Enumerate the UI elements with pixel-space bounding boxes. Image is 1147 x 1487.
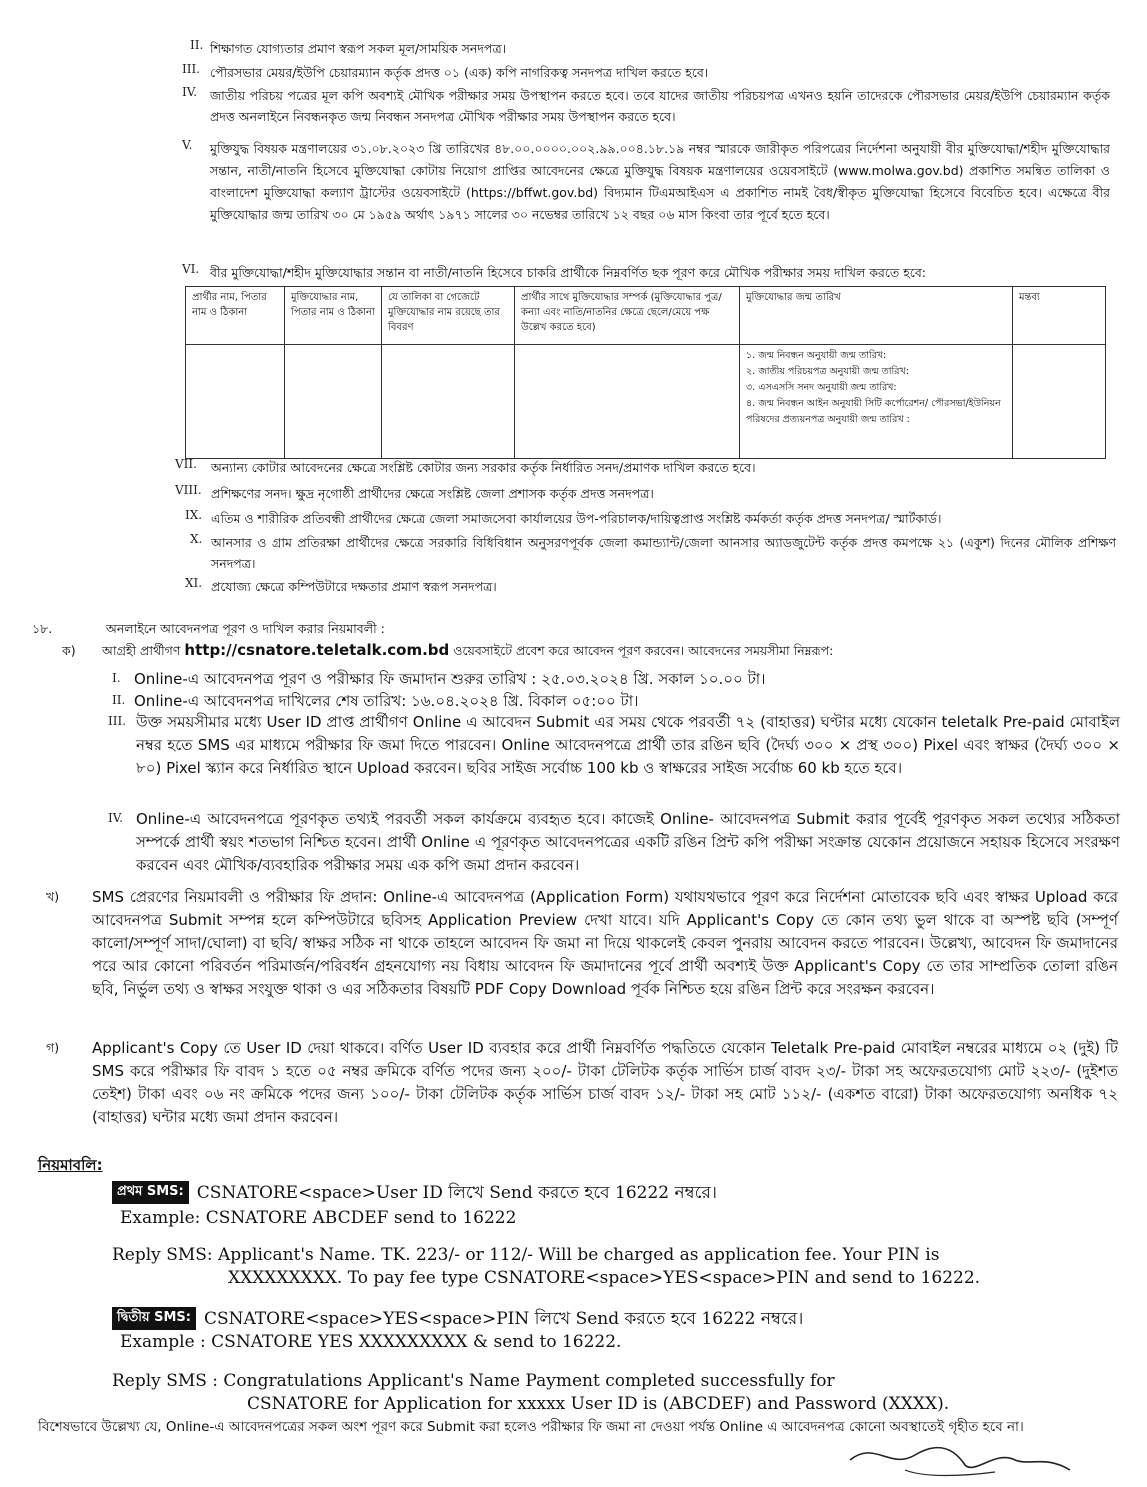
list-item: IX. এতিম ও শারীরিক প্রতিবন্ধী প্রার্থীদের ক্ষেত্রে জেলা সমাজসেবা কার্যালয়ের উপ-পরিচালক/দায়িত্বপ্রাপ্ত সংশ্লিষ্ট কর্মকর্তা কর্তৃক প্রদত্ত সনদপত্র/ স্মার্টকার্ড।	[185, 508, 942, 526]
table-header: মুক্তিযোদ্ধার নাম, পিতার নাম ও ঠিকানা	[285, 287, 382, 345]
table-header: প্রার্থীর সাথে মুক্তিযোদ্ধার সম্পর্ক (মুক্তিযোদ্ধার পুত্র/কন্যা এবং নাতি/নাতনির ক্ষেত্রে ছেলে/মেয়ে পক্ষ উল্লেখ করতে হবে)	[515, 287, 740, 345]
table-header: মন্তব্য	[1013, 287, 1106, 345]
reply-sms-2: Reply SMS : Congratulations Applicant's Name Payment completed successfully for	[112, 1371, 835, 1391]
dob-item: ৪. জন্ম নিবন্ধন আইন অনুযায়ী সিটি কর্পোরেশন/ পৌরসভা/ইউনিয়ন পরিষদের প্রত্যয়নপত্র অনুযায়ী জন্ম তারিখ :	[746, 398, 1001, 425]
list-item: II. শিক্ষাগত যোগ্যতার প্রমাণ স্বরূপ সকল মূল/সাময়িক সনদপত্র।	[190, 38, 507, 56]
table-header: প্রার্থীর নাম, পিতার নাম ও ঠিকানা	[186, 287, 285, 345]
second-sms-block: দ্বিতীয় SMS: CSNATORE<space>YES<space>PIN লিখে Send করতে হবে 16222 নম্বরে।	[112, 1307, 803, 1331]
reply-sms-2-line2: CSNATORE for Application for xxxxx User ID is (ABCDEF) and Password (XXXX).	[247, 1394, 950, 1414]
list-item: XI. প্রযোজ্য ক্ষেত্রে কম্পিউটারে দক্ষতার প্রমাণ স্বরূপ সনদপত্র।	[185, 576, 497, 594]
list-item: IV. জাতীয় পরিচয় পত্রের মূল কপি অবশ্যই মৌখিক পরীক্ষার সময় উপস্থাপন করতে হবে। তবে যাদের জাতীয় পরিচয়পত্র এখনও হয়নি তাদেরকে পৌরসভার মেয়র/ইউপি চেয়ারম্যান কর্তৃক প্রদত্ত অনলাইনে নিবন্ধনকৃত জন্ম নিবন্ধন সনদপত্র মৌখিক পরীক্ষার সময় উপস্থাপন করতে হবে।	[182, 85, 1110, 124]
list-item: II. Online-এ আবেদনপত্র দাখিলের শেষ তারিখ: ১৬.০৪.২০২৪ খ্রি. বিকাল ০৫:০০ টা।	[112, 692, 639, 710]
list-item: VII. অন্যান্য কোটার আবেদনের ক্ষেত্রে সংশ্লিষ্ট কোটার জন্য সরকার কর্তৃক নির্ধারিত সনদ/প্রমাণক দাখিল করতে হবে।	[175, 457, 756, 475]
list-item: V. মুক্তিযুদ্ধ বিষয়ক মন্ত্রণালয়ের ৩১.০৮.২০২৩ খ্রি তারিখের ৪৮.০০.০০০০.০০২.৯৯.০০৪.১৮.১৯ নম্বর স্মারকে জারীকৃত পরিপত্রের নির্দেশনা অনুযায়ী বীর মুক্তিযোদ্ধা/শহীদ মুক্তিযোদ্ধার সন্তান, নাতী/নাতনি হিসেবে মুক্তিযোদ্ধা কোটায় নিয়োগ প্রাপ্তির আবেদনের ক্ষেত্রে মুক্তিযুদ্ধ বিষয়ক মন্ত্রণালয়ের ওয়েবসাইটে (www.molwa.gov.bd) প্রকাশিত সমন্বিত তালিকা ও বাংলাদেশ মুক্তিযোদ্ধা কল্যাণ ট্রাস্টের ওয়েবসাইটে (https://bffwt.gov.bd) বিদ্যমান টিএমআইএস এ প্রকাশিত নামই বৈধ/স্বীকৃত মুক্তিযোদ্ধা হিসেবে বিবেচিত হবে। এক্ষেত্রে বীর মুক্তিযোদ্ধার জন্ম তারিখ ৩০ মে ১৯৫৯ অর্থাৎ ১৯৭১ সালের ৩০ নভেম্বর তারিখে ১২ বছর ০৬ মাস কিংবা তার পূর্বে হতে হবে।	[182, 138, 1110, 222]
reply-sms-1-line2: XXXXXXXXX. To pay fee type CSNATORE<space>YES<space>PIN and send to 16222.	[228, 1268, 981, 1288]
rules-heading: নিয়মাবলি:	[38, 1156, 103, 1174]
first-sms-badge: প্রথম SMS:	[112, 1181, 189, 1204]
list-item: X. আনসার ও গ্রাম প্রতিরক্ষা প্রার্থীদের ক্ষেত্রে সরকারি বিধিবিধান অনুসরণপূর্বক জেলা কমান্ড্যান্ট/জেলা আনসার অ্যাডজুটেন্ট কর্তৃক প্রদত্ত কমপক্ষে ২১ (একুশ) দিনের মৌলিক প্রশিক্ষণ সনদপত্র।	[190, 532, 1116, 571]
list-item: III. পৌরসভার মেয়র/ইউপি চেয়ারম্যান কর্তৃক প্রদত্ত ০১ (এক) কপি নাগরিকত্ব সনদপত্র দাখিল করতে হবে।	[182, 62, 709, 80]
table-header: যে তালিকা বা গেজেটে মুক্তিযোদ্ধার নাম রয়েছে তার বিবরণ	[382, 287, 515, 345]
list-item: VI. বীর মুক্তিযোদ্ধা/শহীদ মুক্তিযোদ্ধার সন্তান বা নাতী/নাতনি হিসেবে চাকরি প্রার্থীকে নিম্নবর্ণিত ছক পূরণ করে মৌখিক পরীক্ষার সময় দাখিল করতে হবে:	[182, 262, 926, 280]
freedom-fighter-form-table	[185, 286, 1106, 459]
paragraph-ka: ক) আগ্রহী প্রার্থীগণ http://csnatore.teletalk.com.bd ওয়েবসাইটে প্রবেশ করে আবেদন পূরণ করবেন। আবেদনের সময়সীমা নিম্নরূপ:	[62, 641, 834, 659]
second-sms-example: Example : CSNATORE YES XXXXXXXXX & send to 16222.	[120, 1332, 622, 1352]
list-item: IV. Online-এ আবেদনপত্রে পূরণকৃত তথ্যই পরবর্তী সকল কার্যক্রমে ব্যবহৃত হবে। কাজেই Online- আবেদনপত্র Submit করার পূর্বেই পূরণকৃত সকল তথ্যের সঠিকতা সম্পর্কে প্রার্থী স্বয়ং শতভাগ নিশ্চিত হবেন। প্রার্থী Online এ পূরণকৃত আবেদনপত্রের একটি রঙিন প্রিন্ট কপি পরীক্ষা সংক্রান্ত যেকোন প্রয়োজনে সহায়ক হিসেবে সংরক্ষণ করবেন এবং মৌখিক/ব্যবহারিক পরীক্ষার সময় এক কপি জমা প্রদান করবেন।	[108, 810, 1120, 874]
footer-note: বিশেষভাবে উল্লেখ্য যে, Online-এ আবেদনপত্রের সকল অংশ পূরণ করে Submit করা হলেও পরীক্ষার ফি জমা না দেওয়া পর্যন্ত Online এ আবেদনপত্র কোনো অবস্থাতেই গৃহীত হবে না।	[38, 1419, 1024, 1435]
dob-item: ৩. এসএসসি সনদ অনুযায়ী জন্ম তারিখ:	[746, 382, 897, 393]
dob-item: ২. জাতীয় পরিচয়পত্র অনুযায়ী জন্ম তারিখ:	[746, 366, 909, 377]
signature	[845, 1430, 1075, 1480]
section-heading: ১৮. অনলাইনে আবেদনপত্র পূরণ ও দাখিল করার নিয়মাবলী :	[32, 621, 385, 636]
first-sms-block: প্রথম SMS: CSNATORE<space>User ID লিখে Send করতে হবে 16222 নম্বরে।	[112, 1181, 717, 1205]
table-cell	[382, 345, 515, 459]
reply-sms-1: Reply SMS: Applicant's Name. TK. 223/- or 112/- Will be charged as application fee. Your PIN is	[112, 1245, 940, 1265]
website-url[interactable]: http://csnatore.teletalk.com.bd	[184, 641, 450, 659]
list-item: I. Online-এ আবেদনপত্র পূরণ ও পরীক্ষার ফি জমাদান শুরুর তারিখ : ২৫.০৩.২০২৪ খ্রি. সকাল ১০.০০ টা।	[112, 670, 766, 688]
first-sms-example: Example: CSNATORE ABCDEF send to 16222	[120, 1208, 517, 1228]
paragraph-kha: খ) SMS প্রেরণের নিয়মাবলী ও পরীক্ষার ফি প্রদান: Online-এ আবেদনপত্র (Application Form) যথাযথভাবে পূরণ করে নির্দেশনা মোতাবেক ছবি এবং স্বাক্ষর Upload করে আবেদনপত্র Submit সম্পন্ন হলে কম্পিউটারে ছবিসহ Application Preview দেখা যাবে। যদি Applicant's Copy তে কোন তথ্য ভুল থাকে বা অস্পষ্ট ছবি (সম্পূর্ণ কালো/সম্পূর্ণ সাদা/ঘোলা) বা ছবি/ স্বাক্ষর সঠিক না থাকে তাহলে আবেদন ফি জমা না দিয়ে থাকলেই কেবল পুনরায় আবেদন করতে পারবেন। উল্লেখ্য, আবেদন ফি জমাদানের পরে আর কোনো পরিবর্তন পরিমার্জন/পরিবর্ধন গ্রহনযোগ্য নয় বিধায় আবেদন ফি জমাদানের পূর্বে প্রার্থী অবশ্যই উক্ত Applicant's Copy তে তার সাম্প্রতিক তোলা রঙিন ছবি, নির্ভুল তথ্য ও স্বাক্ষর সংযুক্ত থাকা ও এর সঠিকতার বিষয়টি PDF Copy Download পূর্বক নিশ্চিত হয়ে রঙিন প্রিন্ট করে সংরক্ষন করবেন।	[46, 888, 1118, 998]
second-sms-badge: দ্বিতীয় SMS:	[112, 1307, 196, 1330]
list-item: III. উক্ত সময়সীমার মধ্যে User ID প্রাপ্ত প্রার্থীগণ Online এ আবেদন Submit এর সময় থেকে পরবর্তী ৭২ (বাহাত্তর) ঘণ্টার মধ্যে যেকোন teletalk Pre-paid মোবাইল নম্বর হতে SMS এর মাধ্যমে পরীক্ষার ফি জমা দিতে পারবেন। Online আবেদনপত্রে প্রার্থী তার রঙিন ছবি (দৈর্ঘ্য ৩০০ × প্রস্থ ৩০০) Pixel এবং স্বাক্ষর (দৈর্ঘ্য ৩০০ × ৮০) Pixel স্ক্যান করে নির্ধারিত স্থানে Upload করবেন। ছবির সাইজ সর্বোচ্চ 100 kb ও স্বাক্ষরের সাইজ সর্বোচ্চ 60 kb হতে হবে।	[108, 713, 1120, 777]
paragraph-ga: গ) Applicant's Copy তে User ID দেয়া থাকবে। বর্ণিত User ID ব্যবহার করে প্রার্থী নিম্নবর্ণিত পদ্ধতিতে যেকোন Teletalk Pre-paid মোবাইল নম্বরের মাধ্যমে ০২ (দুই) টি SMS করে পরীক্ষার ফি বাবদ ১ হতে ০৫ নম্বর ক্রমিকে বর্ণিত পদের জন্য ২০০/- টাকা টেলিটক কর্তৃক সার্ভিস চার্জ বাবদ ২৩/- টাকা সহ অফেরতযোগ্য মোট ২২৩/- (দুইশত তেইশ) টাকা এবং ০৬ নং ক্রমিকে পদের জন্য ১০০/- টাকা টেলিটক কর্তৃক সার্ভিস চার্জ বাবদ ১২/- টাকা সহ মোট ১১২/- (একশত বারো) টাকা অফেরতযোগ্য অনধিক ৭২ (বাহাত্তর) ঘন্টার মধ্যে জমা প্রদান করবেন।	[46, 1039, 1118, 1126]
table-cell-dob	[740, 345, 1013, 459]
table-cell	[186, 345, 285, 459]
table-cell	[1013, 345, 1106, 459]
table-cell	[285, 345, 382, 459]
table-cell	[515, 345, 740, 459]
list-item: VIII. প্রশিক্ষণের সনদ। ক্ষুদ্র নৃগোষ্ঠী প্রার্থীদের ক্ষেত্রে সংশ্লিষ্ট জেলা প্রশাসক কর্তৃক প্রদত্ত সনদপত্র।	[175, 483, 654, 501]
dob-item: ১. জন্ম নিবন্ধন অনুযায়ী জন্ম তারিখ:	[746, 350, 887, 361]
table-header: মুক্তিযোদ্ধার জন্ম তারিখ	[740, 287, 1013, 345]
